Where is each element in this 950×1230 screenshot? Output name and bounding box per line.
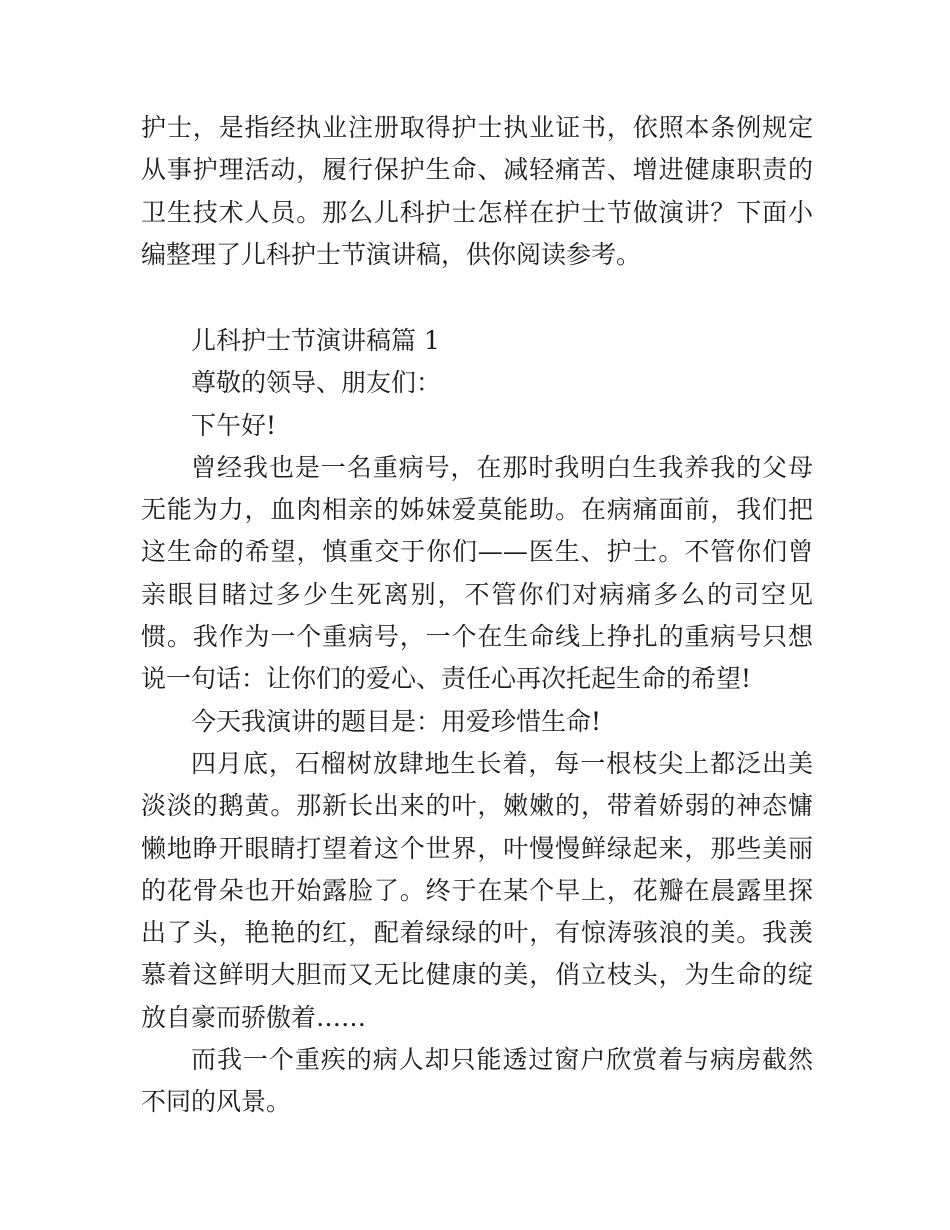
section-title: 儿科护士节演讲稿篇 1 — [191, 326, 440, 355]
intro-paragraph: 护士，是指经执业注册取得护士执业证书，依照本条例规定从事护理活动，履行保护生命、减轻痛苦、增进健康职责的卫生技术人员。那么儿科护士怎样在护士节做演讲？下面小编整理了儿科护士节演讲稿，供你阅读参考。 — [141, 113, 813, 269]
salutation: 尊敬的领导、朋友们： — [191, 368, 442, 398]
body-paragraph: 而我一个重疾的病人却只能透过窗户欣赏着与病房截然不同的风景。 — [141, 1045, 813, 1117]
speech-topic: 今天我演讲的题目是：用爱珍惜生命! — [191, 706, 602, 736]
greeting: 下午好! — [191, 410, 277, 440]
body-paragraph: 曾经我也是一名重病号，在那时我明白生我养我的父母无能为力，血肉相亲的姊妹爱莫能助。在病痛面前，我们把这生命的希望，慎重交于你们——医生、护士。不管你们曾亲眼目睹过多少生死离别，不管你们对病痛多么的司空见惯。我作为一个重病号，一个在生命线上挣扎的重病号只想说一句话：让你们的爱心、责任心再次托起生命的希望! — [141, 452, 813, 694]
speech-body — [141, 320, 813, 1124]
body-paragraph: 四月底，石榴树放肆地生长着，每一根枝尖上都泛出美淡淡的鹅黄。那新长出来的叶，嫩嫩的，带着娇弱的神态慵懒地睁开眼睛打望着这个世界，叶慢慢鲜绿起来，那些美丽的花骨朵也开始露脸了。终于在某个早上，花瓣在晨露里探出了头，艳艳的红，配着绿绿的叶，有惊涛骇浪的美。我羡慕着这鲜明大胆而又无比健康的美，俏立枝头，为生命的绽放自豪而骄傲着…… — [141, 748, 813, 1032]
